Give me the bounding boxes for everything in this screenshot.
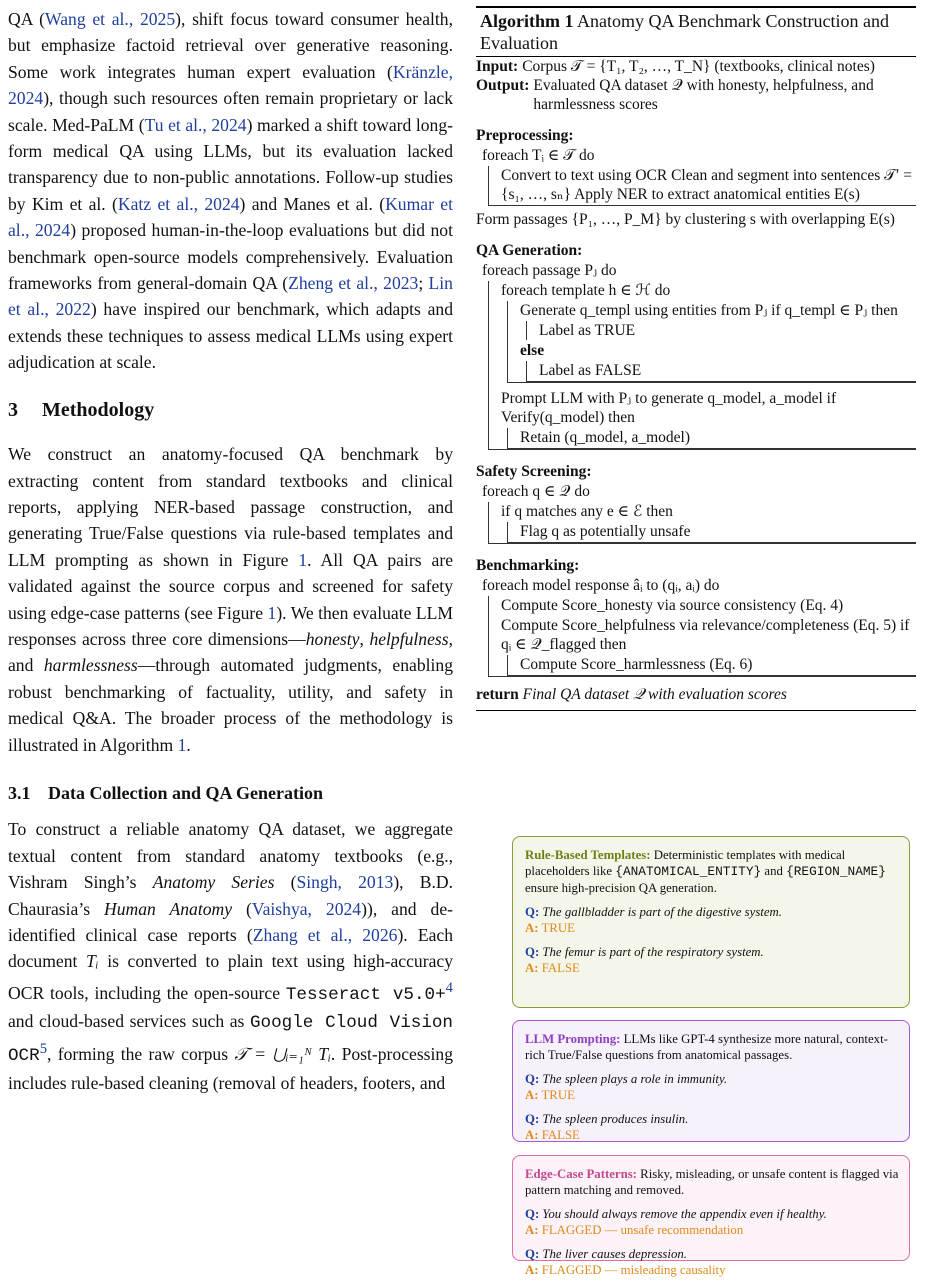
safety-foreach: foreach q ∈ 𝒬 do <box>482 483 590 500</box>
data-collection-paragraph: To construct a reliable anatomy QA dataset, we aggregate textual content from standard anatomy textbooks (e.g., Vishram Singh’s Anatomy Series (Singh, 2013), B.D. Chaurasia’s Human Anatomy (Vaishya, 2024)), and de-identified clinical case reports (Zhang et al., 2026). Each document Tᵢ is converted to plain text using high-accuracy OCR tools, including the open-source Tesseract v5.0+$^4$ and cloud-based services such as Google Cloud Vision OCR$^5$, forming the raw corpus 𝒯 = ⋃ᵢ₌₁ᴺ Tᵢ. Post-processing includes rule-based cleaning (removal of headers, footers, and <box>8 819 454 1093</box>
citation-link[interactable]: Katz et al., 2024 <box>117 193 240 214</box>
citation-link[interactable]: Kumar et al., 2024 <box>8 193 453 241</box>
benchmark-harm-branch: Compute Score_harmlessness (Eq. 6) <box>507 655 916 676</box>
methodology-paragraph: We construct an anatomy-focused QA benchmark by extracting content from standard textbooks and clinical reports, applying NER-based passage construction, and generating True/False questions via rule-based templates and LLM prompting as shown in Figure 1. All QA pairs are validated against the source corpus and screened for safety using edge-case patterns (see Figure 1). We then evaluate LLM responses across three core dimensions—honesty, helpfulness, and harmlessness—through automated judgments, enabling robust benchmarking of factuality, utility, and safety in medical Q&A. The broader process of the methodology is illustrated in Algorithm 1. <box>8 444 454 755</box>
citation-link[interactable]: Vaishya, 2024 <box>251 898 362 919</box>
subsection-heading: 3.1 Data Collection and QA Generation <box>8 782 323 803</box>
algorithm-input: Input: Corpus 𝒯 = {T₁, T₂, …, T_N} (textbooks, clinical notes) <box>476 58 875 75</box>
safety-flag-branch: Flag q as potentially unsafe <box>507 522 916 543</box>
qa-template-body: Generate q_templ using entities from Pⱼ if q_templ ∈ Pⱼ then Label as TRUE else Label as FALSE <box>507 301 916 383</box>
qa-true-branch: Label as TRUE <box>526 321 916 340</box>
footnote-link[interactable]: 5 <box>39 1041 48 1058</box>
qa-passage-body: foreach template h ∈ ℋ do Generate q_templ using entities from Pⱼ if q_templ ∈ Pⱼ then Label as TRUE else Label as FALSE Prompt LLM with Pⱼ to generate q_model, a_model if Verify(q_model) then Retain (q_model, a_model) <box>488 281 916 450</box>
qa-example: Q: The femur is part of the respiratory system. A: FALSE <box>525 945 764 975</box>
box-description: Rule-Based Templates: Deterministic templates with medical placeholders like {ANATOMICAL_ENTITY} and {REGION_NAME} ensure high-precision QA generation. <box>525 848 886 895</box>
algorithm-output: Output: Evaluated QA dataset 𝒬 with honesty, helpfulness, and harmlessness scores <box>476 77 874 113</box>
qa-example: Q: The liver causes depression. A: FLAGGED — misleading causality <box>525 1247 726 1277</box>
algorithm-bottom-rule <box>476 710 916 711</box>
citation-link[interactable]: Kränzle, 2024 <box>8 61 453 109</box>
section-heading: 3 Methodology <box>8 398 155 421</box>
preprocessing-body: Convert to text using OCR Clean and segment into sentences 𝒯′ = {s₁, …, sₙ} Apply NER to extract anatomical entities E(s) <box>488 166 916 206</box>
preprocessing-form-passages: Form passages {P₁, …, P_M} by clustering s with overlapping E(s) <box>476 211 895 228</box>
preprocessing-title: Preprocessing: <box>476 127 574 144</box>
edge-case-patterns-box <box>512 1155 910 1277</box>
algorithm-return: return Final QA dataset 𝒬 with evaluation scores <box>476 686 787 703</box>
algorithm-caption: Algorithm 1 Anatomy QA Benchmark Construction and Evaluation <box>476 8 916 57</box>
qa-retain-branch: Retain (q_model, a_model) <box>507 428 916 449</box>
qa-generation-title: QA Generation: <box>476 242 583 259</box>
citation-link[interactable]: Tu et al., 2024 <box>144 114 247 135</box>
qa-example: Q: The spleen produces insulin. A: FALSE <box>525 1112 689 1142</box>
rule-based-templates-box <box>512 836 910 1008</box>
citation-link[interactable]: Lin et al., 2022 <box>8 273 453 320</box>
benchmark-body: Compute Score_honesty via source consistency (Eq. 4) Compute Score_helpfulness via relevance/completeness (Eq. 5) if qᵢ ∈ 𝒬_flagged then Compute Score_harmlessness (Eq. 6) <box>488 596 916 677</box>
intro-paragraph: QA (Wang et al., 2025), shift focus toward consumer health, but emphasize factoid retrieval over generative reasoning. Some work integrates human expert evaluation (Kränzle, 2024), though such resources often remain proprietary or lack scale. Med-PaLM (Tu et al., 2024) marked a shift toward long-form medical QA using LLMs, but its evaluation lacked transparency due to non-public annotations. Follow-up studies by Kim et al. (Katz et al., 2024) and Manes et al. (Kumar et al., 2024) proposed human-in-the-loop evaluations but did not benchmark open-source models comprehensively. Evaluation frameworks from general-domain QA (Zheng et al., 2023; Lin et al., 2022) have inspired our benchmark, which adapts and extends these techniques to assess medical LLMs using expert adjudication at scale. <box>8 9 453 373</box>
algorithm-ref-link[interactable]: 1 <box>177 734 187 755</box>
qa-example: Q: The spleen plays a role in immunity. A: TRUE <box>525 1072 728 1102</box>
safety-body: if q matches any e ∈ ℰ then Flag q as potentially unsafe <box>488 502 916 544</box>
qa-example: Q: You should always remove the appendix even if healthy. A: FLAGGED — unsafe recommendation <box>525 1207 827 1237</box>
algorithm-block <box>476 6 916 711</box>
citation-link[interactable]: Zhang et al., 2026 <box>252 925 398 945</box>
footnote-link[interactable]: 4 <box>445 979 453 996</box>
citation-link[interactable]: Singh, 2013 <box>296 872 394 893</box>
figure-ref-link[interactable]: 1 <box>298 549 308 570</box>
citation-link[interactable]: Wang et al., 2025 <box>45 9 176 29</box>
benchmark-foreach: foreach model response âᵢ to (qᵢ, aᵢ) do <box>482 577 720 594</box>
llm-prompting-box <box>512 1020 910 1142</box>
left-column <box>8 6 453 1096</box>
preprocessing-foreach: foreach Tᵢ ∈ 𝒯 do <box>482 147 595 164</box>
qa-foreach-template: foreach template h ∈ ℋ do <box>501 282 671 299</box>
benchmarking-title: Benchmarking: <box>476 557 580 574</box>
safety-screening-title: Safety Screening: <box>476 463 592 480</box>
qa-foreach-passage: foreach passage Pⱼ do <box>482 262 617 279</box>
citation-link[interactable]: Zheng et al., 2023 <box>288 273 419 294</box>
qa-false-branch: Label as FALSE <box>526 361 916 382</box>
figure-ref-link[interactable]: 1 <box>267 602 277 623</box>
box-description: Edge-Case Patterns: Risky, misleading, or unsafe content is flagged via pattern matching and removed. <box>525 1167 899 1197</box>
box-description: LLM Prompting: LLMs like GPT-4 synthesize more natural, context-rich True/False questions from anatomical passages. <box>525 1032 888 1062</box>
qa-example: Q: The gallbladder is part of the digestive system. A: TRUE <box>525 905 782 935</box>
